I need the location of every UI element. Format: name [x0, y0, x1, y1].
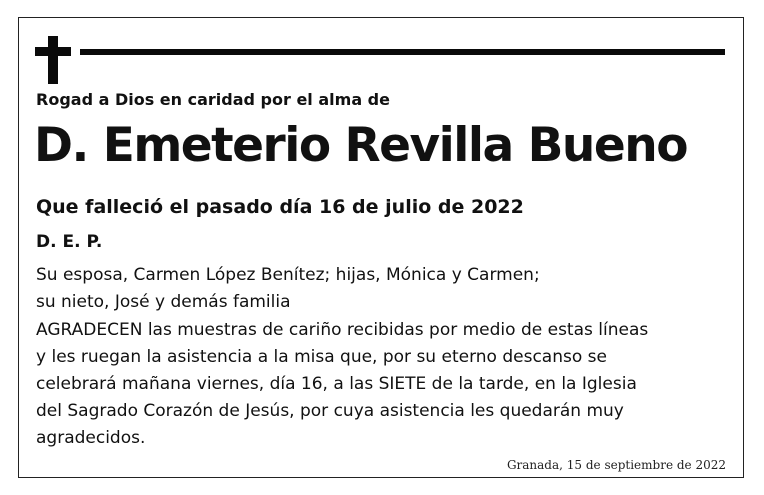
place-date-footer: Granada, 15 de septiembre de 2022 [506, 458, 726, 472]
death-date-line: Que falleció el pasado día 16 de julio de 2022 [36, 196, 524, 218]
announcement-paragraph [36, 317, 741, 452]
announcement-line: del Sagrado Corazón de Jesús, por cuya asistencia les quedarán muy [36, 401, 624, 421]
announcement-line: celebrará mañana viernes, día 16, a las SIETE de la tarde, en la Iglesia [36, 374, 637, 394]
family-line: su nieto, José y demás familia [36, 292, 291, 312]
announcement-line: agradecidos. [36, 428, 146, 448]
cross-vertical-bar [48, 36, 58, 84]
intro-text: Rogad a Dios en caridad por el alma de [36, 90, 390, 109]
family-paragraph [36, 262, 736, 316]
deceased-name: D. Emeterio Revilla Bueno [34, 118, 687, 173]
family-line: Su esposa, Carmen López Benítez; hijas, Mónica y Carmen; [36, 265, 540, 285]
announcement-line: y les ruegan la asistencia a la misa que, por su eterno descanso se [36, 347, 607, 367]
rip-abbreviation: D. E. P. [36, 232, 103, 252]
announcement-line: AGRADECEN las muestras de cariño recibidas por medio de estas líneas [36, 320, 649, 340]
cross-icon [35, 36, 71, 84]
header-rule [80, 49, 725, 55]
cross-horizontal-bar [35, 47, 71, 56]
